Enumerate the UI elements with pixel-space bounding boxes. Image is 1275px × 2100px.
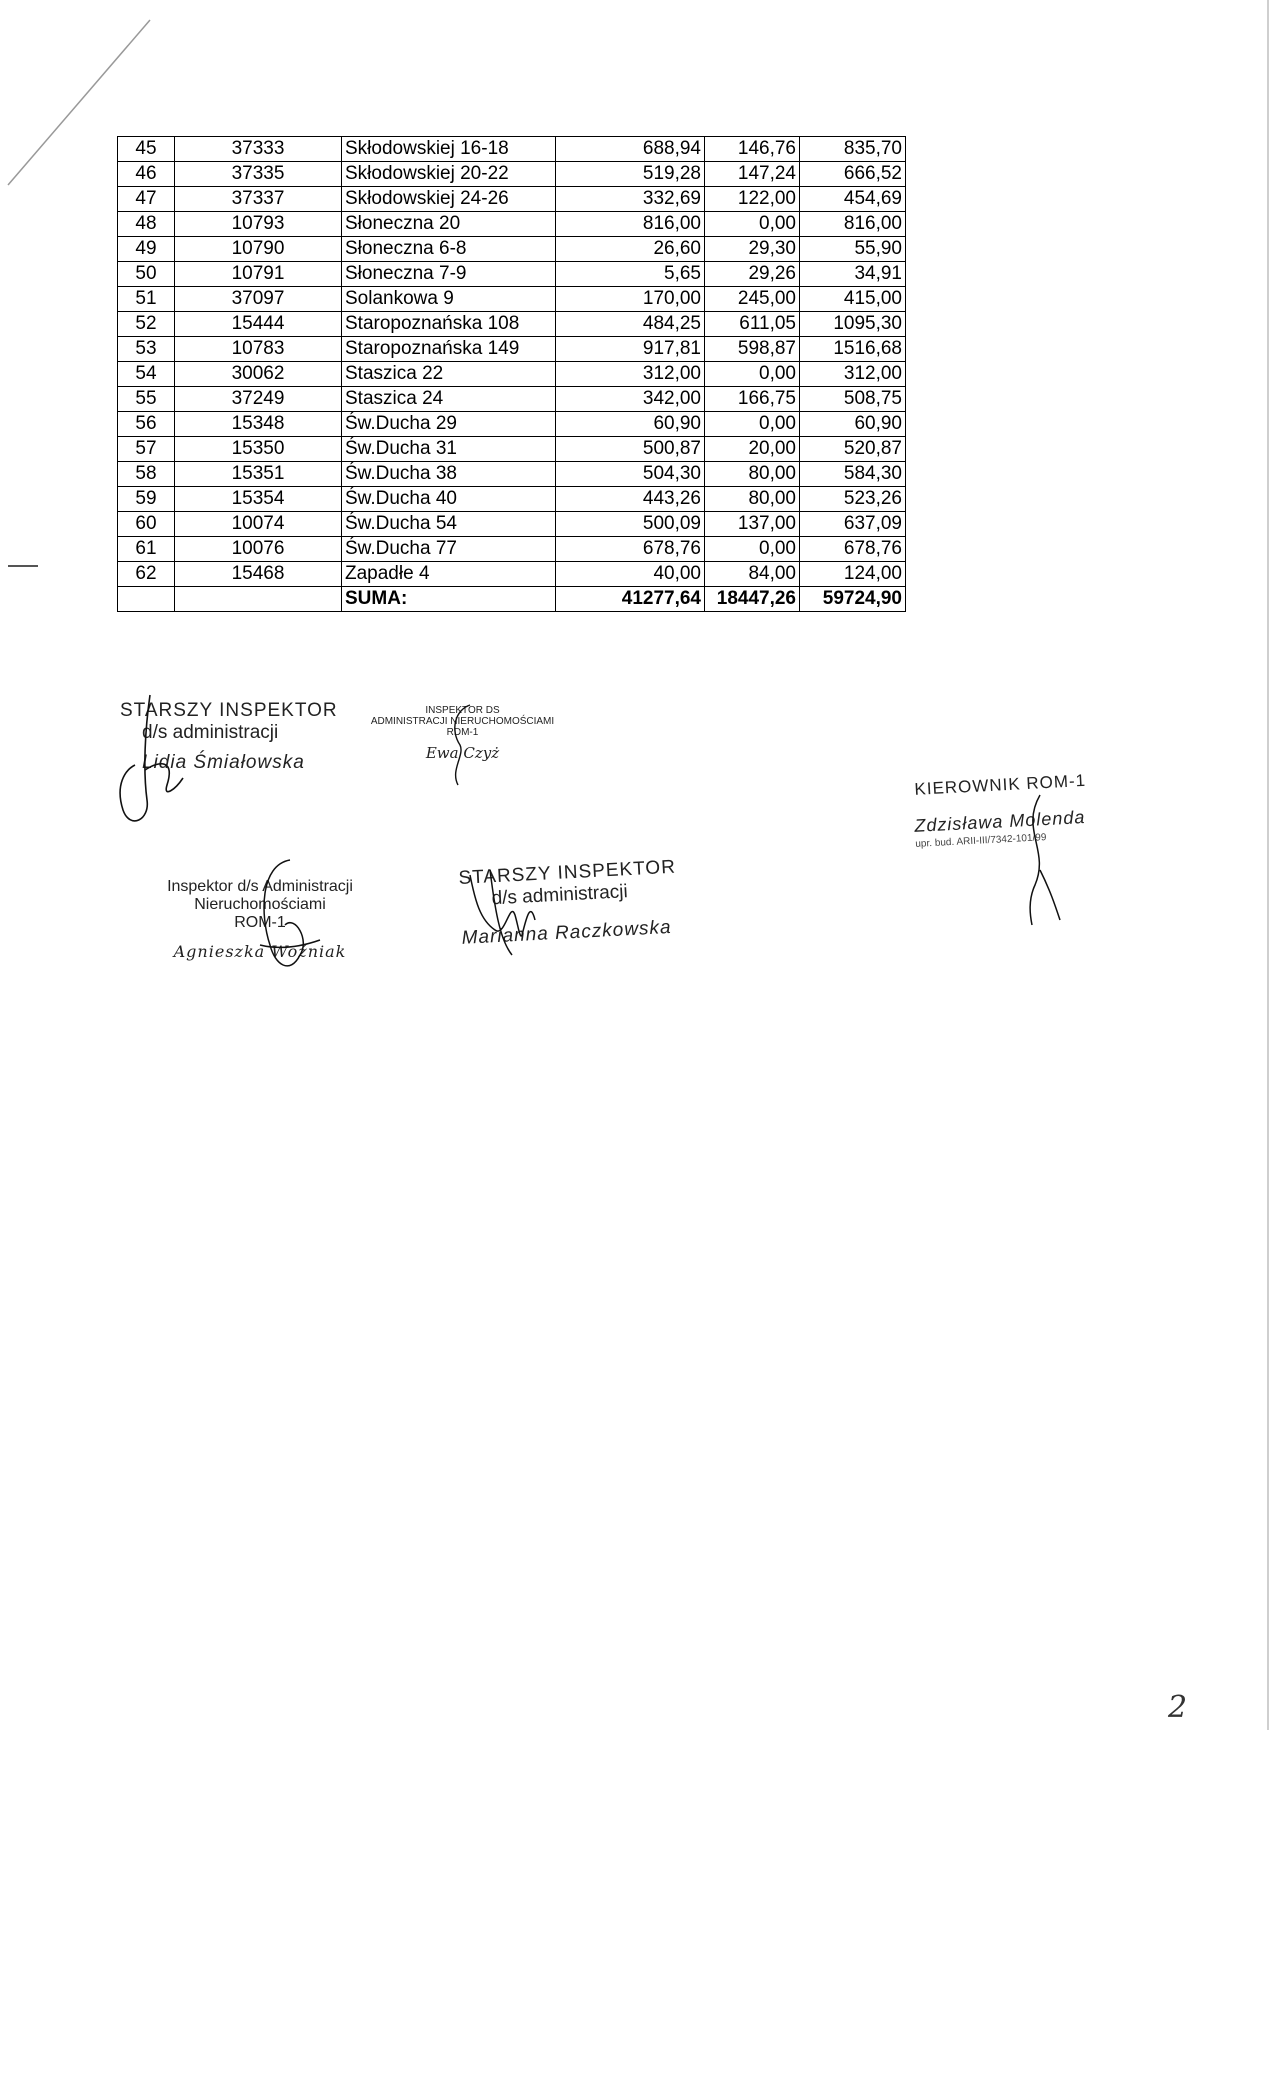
table-row [118, 562, 906, 587]
nr-cell: 37335 [175, 162, 342, 187]
table-row [118, 512, 906, 537]
value2-cell: 80,00 [705, 462, 800, 487]
value1-cell: 504,30 [556, 462, 705, 487]
value2-cell: 122,00 [705, 187, 800, 212]
total-cell: 415,00 [800, 287, 906, 312]
signature-1 [105, 690, 215, 840]
address-cell: Św.Ducha 29 [342, 412, 556, 437]
value1-cell: 40,00 [556, 562, 705, 587]
stamp-title: INSPEKTOR DS [425, 705, 500, 716]
value2-cell: 0,00 [705, 362, 800, 387]
stamp-name: Marianna Raczkowska [461, 916, 673, 949]
stamp-title: KIEROWNIK ROM-1 [913, 770, 1087, 799]
signature-2 [430, 700, 490, 790]
value1-cell: 678,76 [556, 537, 705, 562]
sum-lp-cell [118, 587, 175, 612]
address-cell: Św.Ducha 54 [342, 512, 556, 537]
value1-cell: 26,60 [556, 237, 705, 262]
total-cell: 637,09 [800, 512, 906, 537]
value1-cell: 500,09 [556, 512, 705, 537]
margin-mark [8, 565, 38, 567]
lp-cell: 58 [118, 462, 175, 487]
value2-cell: 0,00 [705, 212, 800, 237]
nr-cell: 15444 [175, 312, 342, 337]
table-row [118, 537, 906, 562]
sum-nr-cell [175, 587, 342, 612]
table-row [118, 437, 906, 462]
address-cell: Słoneczna 6-8 [342, 237, 556, 262]
nr-cell: 15350 [175, 437, 342, 462]
address-cell: Słoneczna 20 [342, 212, 556, 237]
nr-cell: 15354 [175, 487, 342, 512]
address-cell: Staszica 22 [342, 362, 556, 387]
value2-cell: 137,00 [705, 512, 800, 537]
address-cell: Słoneczna 7-9 [342, 262, 556, 287]
total-cell: 60,90 [800, 412, 906, 437]
value1-cell: 60,90 [556, 412, 705, 437]
table-row [118, 412, 906, 437]
table-row [118, 262, 906, 287]
total-cell: 816,00 [800, 212, 906, 237]
lp-cell: 55 [118, 387, 175, 412]
value1-cell: 443,26 [556, 487, 705, 512]
sum-v1: 41277,64 [556, 587, 705, 612]
sum-row [118, 587, 906, 612]
table-row [118, 162, 906, 187]
value1-cell: 342,00 [556, 387, 705, 412]
page-number: 2 [1168, 1690, 1188, 1725]
value2-cell: 147,24 [705, 162, 800, 187]
total-cell: 454,69 [800, 187, 906, 212]
lp-cell: 46 [118, 162, 175, 187]
stamp-name: Agnieszka Woźniak [173, 942, 347, 961]
table-row [118, 187, 906, 212]
address-cell: Św.Ducha 77 [342, 537, 556, 562]
table-row [118, 287, 906, 312]
total-cell: 835,70 [800, 137, 906, 162]
nr-cell: 10790 [175, 237, 342, 262]
table-row [118, 462, 906, 487]
address-cell: Staropoznańska 108 [342, 312, 556, 337]
value2-cell: 598,87 [705, 337, 800, 362]
table-row [118, 387, 906, 412]
total-cell: 1516,68 [800, 337, 906, 362]
value1-cell: 917,81 [556, 337, 705, 362]
address-cell: Solankowa 9 [342, 287, 556, 312]
stamp-license: upr. bud. ARII-III/7342-101/99 [915, 832, 1047, 850]
stamp-title: STARSZY INSPEKTOR [120, 700, 338, 721]
stamp-unit: ROM-1 [234, 914, 286, 931]
value2-cell: 611,05 [705, 312, 800, 337]
nr-cell: 10074 [175, 512, 342, 537]
lp-cell: 57 [118, 437, 175, 462]
lp-cell: 51 [118, 287, 175, 312]
nr-cell: 10793 [175, 212, 342, 237]
sum-v2: 18447,26 [705, 587, 800, 612]
lp-cell: 61 [118, 537, 175, 562]
value1-cell: 500,87 [556, 437, 705, 462]
nr-cell: 15351 [175, 462, 342, 487]
stamp-unit: RDM-1 [446, 727, 479, 738]
value1-cell: 484,25 [556, 312, 705, 337]
signature-3 [1010, 790, 1080, 930]
value2-cell: 29,26 [705, 262, 800, 287]
signature-5 [460, 860, 570, 970]
value2-cell: 20,00 [705, 437, 800, 462]
lp-cell: 56 [118, 412, 175, 437]
nr-cell: 10783 [175, 337, 342, 362]
nr-cell: 30062 [175, 362, 342, 387]
lp-cell: 49 [118, 237, 175, 262]
value1-cell: 170,00 [556, 287, 705, 312]
total-cell: 523,26 [800, 487, 906, 512]
total-cell: 55,90 [800, 237, 906, 262]
address-cell: Św.Ducha 38 [342, 462, 556, 487]
stamp-subtitle: ADMINISTRACJI NIERUCHOMOŚCIAMI [370, 716, 555, 727]
value1-cell: 688,94 [556, 137, 705, 162]
lp-cell: 45 [118, 137, 175, 162]
address-cell: Staropoznańska 149 [342, 337, 556, 362]
value1-cell: 5,65 [556, 262, 705, 287]
nr-cell: 15348 [175, 412, 342, 437]
lp-cell: 59 [118, 487, 175, 512]
stamp-name: Lidia Śmiałowska [142, 752, 305, 773]
nr-cell: 37249 [175, 387, 342, 412]
value2-cell: 80,00 [705, 487, 800, 512]
total-cell: 124,00 [800, 562, 906, 587]
value2-cell: 245,00 [705, 287, 800, 312]
lp-cell: 50 [118, 262, 175, 287]
value1-cell: 312,00 [556, 362, 705, 387]
value2-cell: 84,00 [705, 562, 800, 587]
value1-cell: 816,00 [556, 212, 705, 237]
total-cell: 34,91 [800, 262, 906, 287]
signature-4 [240, 855, 330, 985]
total-cell: 312,00 [800, 362, 906, 387]
address-cell: Staszica 24 [342, 387, 556, 412]
stamp-title: Inspektor d/s Administracji [167, 878, 353, 895]
stamp-subtitle: d/s administracji [491, 881, 629, 910]
total-cell: 520,87 [800, 437, 906, 462]
nr-cell: 15468 [175, 562, 342, 587]
page-edge [1267, 0, 1269, 1730]
address-cell: Zapadłe 4 [342, 562, 556, 587]
nr-cell: 10791 [175, 262, 342, 287]
address-cell: Św.Ducha 31 [342, 437, 556, 462]
stamp-name: Zdzisława Molenda [913, 806, 1086, 836]
value2-cell: 166,75 [705, 387, 800, 412]
value2-cell: 0,00 [705, 537, 800, 562]
lp-cell: 53 [118, 337, 175, 362]
table-row [118, 362, 906, 387]
total-cell: 584,30 [800, 462, 906, 487]
total-cell: 678,76 [800, 537, 906, 562]
total-cell: 508,75 [800, 387, 906, 412]
address-cell: Św.Ducha 40 [342, 487, 556, 512]
table-row [118, 137, 906, 162]
value1-cell: 519,28 [556, 162, 705, 187]
value1-cell: 332,69 [556, 187, 705, 212]
total-cell: 1095,30 [800, 312, 906, 337]
lp-cell: 54 [118, 362, 175, 387]
value2-cell: 146,76 [705, 137, 800, 162]
lp-cell: 52 [118, 312, 175, 337]
nr-cell: 37333 [175, 137, 342, 162]
total-cell: 666,52 [800, 162, 906, 187]
nr-cell: 37337 [175, 187, 342, 212]
table-row [118, 337, 906, 362]
sum-v3: 59724,90 [800, 587, 906, 612]
report-table [117, 136, 906, 612]
table-row [118, 487, 906, 512]
value2-cell: 0,00 [705, 412, 800, 437]
table-row [118, 237, 906, 262]
nr-cell: 37097 [175, 287, 342, 312]
stamp-subtitle: d/s administracji [142, 722, 279, 743]
value2-cell: 29,30 [705, 237, 800, 262]
table-row [118, 212, 906, 237]
lp-cell: 47 [118, 187, 175, 212]
address-cell: Skłodowskiej 24-26 [342, 187, 556, 212]
table-row [118, 312, 906, 337]
stamp-title: STARSZY INSPEKTOR [458, 856, 677, 889]
stamp-name: Ewa Czyż [425, 744, 500, 762]
nr-cell: 10076 [175, 537, 342, 562]
address-cell: Skłodowskiej 16-18 [342, 137, 556, 162]
lp-cell: 48 [118, 212, 175, 237]
lp-cell: 62 [118, 562, 175, 587]
sum-label: SUMA: [342, 587, 556, 612]
lp-cell: 60 [118, 512, 175, 537]
stamp-subtitle: Nieruchomościami [194, 896, 326, 913]
address-cell: Skłodowskiej 20-22 [342, 162, 556, 187]
